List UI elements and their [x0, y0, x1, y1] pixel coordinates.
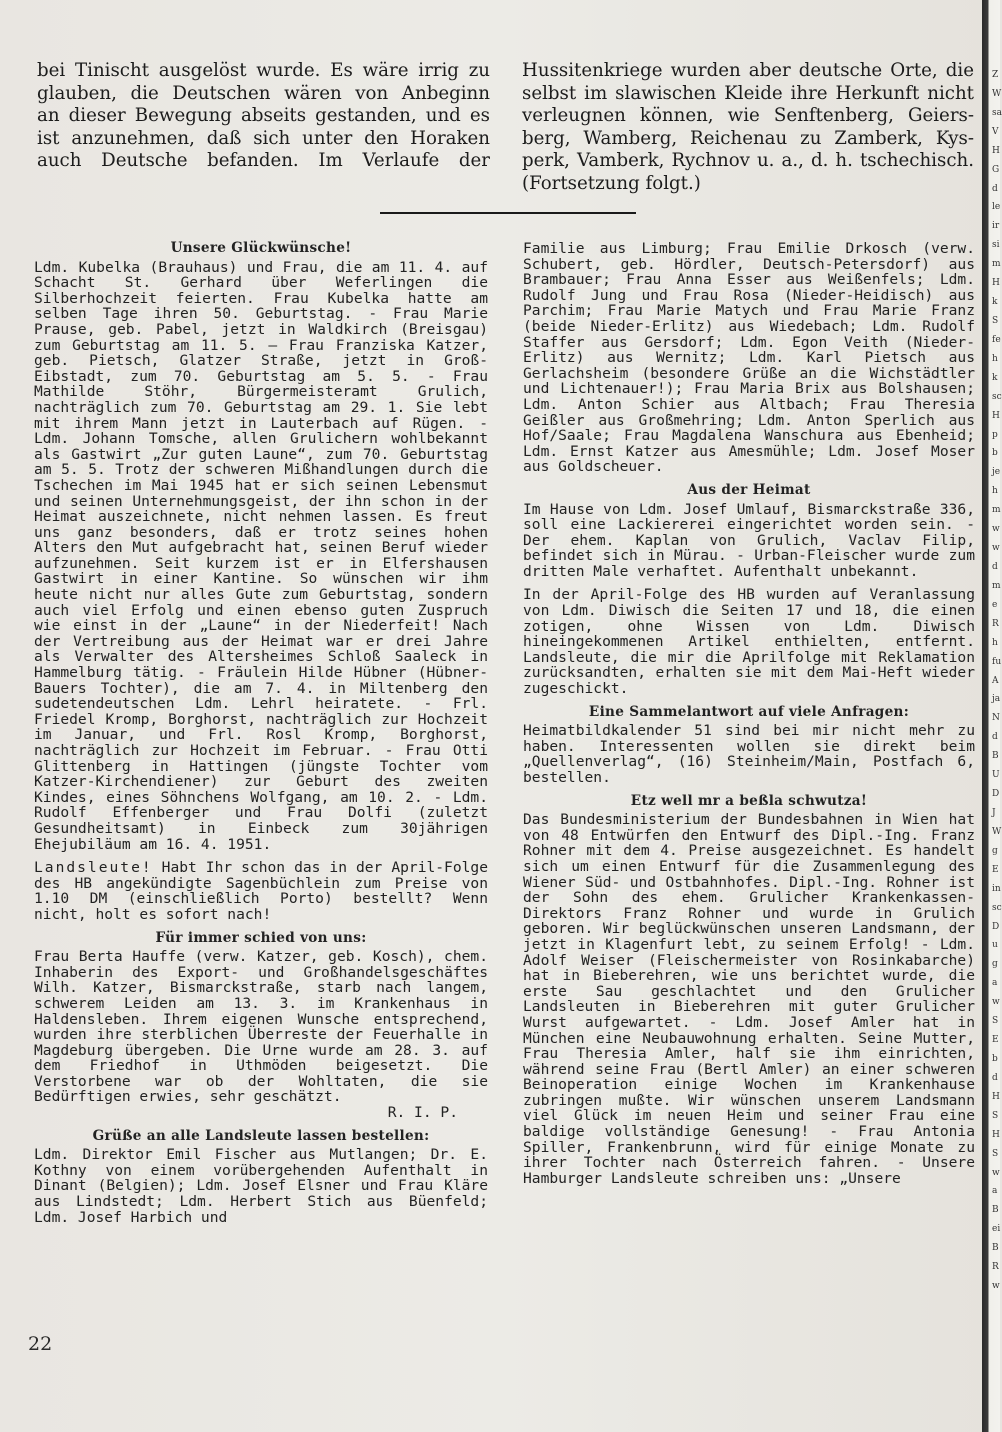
edge-char: W: [992, 826, 1002, 837]
landsleute-text: Habt Ihr schon das in der April-Folge des HB angekündigte Sagenbüchlein zum Preise von 1.10 DM (einschließlich Porto) bestellt? Wenn nicht, holt es sofort nach!: [34, 859, 488, 923]
edge-char: je: [992, 467, 1001, 478]
edge-char: S: [992, 1110, 999, 1121]
edge-char: m: [992, 259, 1001, 270]
text-line: an dieser Bewegung abseits gestanden, und es: [37, 105, 490, 127]
edge-char: g: [992, 845, 998, 856]
schied-paragraph: [34, 949, 488, 1121]
sammel-paragraph: Heimatbildkalender 51 sind bei mir nicht mehr zu haben. Interessenten wollen sie direkt beim „Quellenverlag“, (16) Steinheim/Main, Postfach 6, bestellen.: [523, 722, 975, 786]
edge-char: si: [992, 240, 1000, 251]
edge-char: R: [992, 618, 999, 629]
text-line: perk, Vamberk, Rychnov u. a., d. h. tschechisch.: [522, 150, 974, 172]
edge-char: w: [992, 524, 1000, 535]
edge-char: g: [992, 959, 998, 970]
edge-char: e: [992, 599, 998, 610]
text-line: ist anzunehmen, daß sich unter den Horaken: [37, 127, 490, 149]
etz-paragraph: Das Bundesministerium der Bundesbahnen in Wien hat von 48 Entwürfen den Entwurf des Dipl.-Ing. Franz Rohner mit dem 4. Preise ausgezeichnet. Es handelt sich um einen Entwurf für die Zusammenlegung des Wiener Süd- und Ostbahnhofes. Dipl.-Ing. Rohner ist der Sohn des ehem. Grulicher Krankenkassen-Direktors Franz Rohner und wurde in Grulich geboren. Wir beglückwünschen unseren Landsmann, der jetzt in Klagenfurt lebt, zu seinem Erfolg! - Ldm. Adolf Weiser (Fleischermeister von Rosinkabarche) hat in Bieberehren, wie uns berichtet wurde, die erste Sau geschlachtet und den Grulicher Landsleuten in Bieberehren mit guter Grulicher Wurst aufgewartet. - Ldm. Josef Amler hat in München eine Neubauwohnung erhalten. Seine Mutter, Frau Theresia Amler, half sie ihm einrichten, während seine Frau (Bertl Amler) an einer schweren Beinoperation einige Wochen im Krankenhause zubringen mußte. Wir wünschen unserem Landsmann viel Glück im neuen Heim und seiner Frau eine baldige vollständige Genesung! - Frau Antonia Spiller, Frankenbrunn, wird für einige Monate zu ihrer Tochter nach Österreich fahren. - Unsere Hamburger Landsleute schreiben uns: „Unsere: [523, 811, 975, 1187]
edge-char: G: [992, 164, 1000, 175]
april-paragraph: In der April-Folge des HB wurden auf Veranlassung von Ldm. Diwisch die Seiten 17 und 18, die einen zotigen, ohne Wissen von Ldm. Diwisch hineingekommenen Artikel enthielten, entfernt. Landsleute, die mir die Aprilfolge mit Reklamation zurücksandten, erhalten sie mit dem Mai-Heft wieder zugeschickt.: [523, 586, 975, 698]
edge-char: A: [992, 675, 999, 686]
edge-char: H: [992, 1091, 1000, 1102]
edge-char: u: [992, 940, 998, 951]
edge-char: S: [992, 1016, 999, 1027]
gruesse-heading: Grüße an alle Landsleute lassen bestellen:: [92, 1127, 430, 1144]
glueckwuensche-heading: Unsere Glückwünsche!: [170, 240, 352, 256]
edge-char: H: [992, 278, 1000, 289]
top-left-text: [37, 60, 490, 173]
edge-char: p: [992, 429, 998, 440]
text-line: auch Deutsche befanden. Im Verlaufe der: [37, 150, 490, 172]
landsleute-paragraph: [34, 860, 488, 922]
edge-char: h: [992, 486, 998, 497]
edge-char: B: [992, 751, 999, 762]
text-line: glauben, die Deutschen wären von Anbeginn: [37, 82, 490, 104]
text-line: berg, Wamberg, Reichenau zu Zamberk, Kys-: [522, 127, 974, 149]
text-line: Hussitenkriege wurden aber deutsche Orte, die: [522, 60, 974, 81]
edge-char: h: [992, 637, 998, 648]
edge-char: Z: [992, 70, 999, 80]
edge-char: k: [992, 372, 998, 383]
right-column: [523, 241, 975, 1194]
edge-char: m: [992, 505, 1001, 516]
text-line: verleugnen können, wie Senftenberg, Geiers-: [522, 105, 974, 127]
edge-char: B: [992, 1205, 999, 1216]
edge-char: fu: [992, 656, 1002, 667]
edge-char: k: [992, 297, 998, 308]
edge-char: b: [992, 448, 998, 459]
edge-char: w: [992, 543, 1000, 554]
edge-char: H: [992, 1129, 1000, 1140]
gruesse-continued-paragraph: Familie aus Limburg; Frau Emilie Drkosch (verw. Schubert, geb. Hördler, Deutsch-Petersdorf) aus Brambauer; Frau Anna Esser aus Weißenfels; Ldm. Rudolf Jung und Frau Rosa (Nieder-Heidisch) aus Parchim; Frau Marie Matych und Frau Marie Franz (beide Nieder-Erlitz) aus Wiedebach; Ldm. Rudolf Staffer aus Gersdorf; Ldm. Egon Veith (Nieder-Erlitz) aus Wernitz; Ldm. Karl Pietsch aus Gerlachsheim (besondere Grüße an die Wichstädtler und Lichtenauer!); Frau Maria Brix aus Bolshausen; Ldm. Anton Schier aus Altbach; Frau Theresia Geißler aus Großmehring; Ldm. Anton Sperlich aus Hof/Saale; Frau Magdalena Wanschura aus Ebenheid; Ldm. Ernst Katzer aus Amesmühle; Ldm. Josef Moser aus Goldscheuer.: [523, 240, 975, 476]
left-column: [34, 241, 488, 1233]
edge-char: m: [992, 580, 1001, 591]
edge-char: U: [992, 770, 1000, 781]
text-line: bei Tinischt ausgelöst wurde. Es wäre irrig zu: [37, 60, 490, 81]
edge-char: a: [992, 1186, 998, 1197]
edge-char: J: [992, 808, 996, 818]
edge-char: E: [992, 1035, 999, 1046]
gruesse-paragraph: Ldm. Direktor Emil Fischer aus Mutlangen; Dr. E. Kothny von einem vorübergehenden Aufenthalt in Dinant (Belgien); Ldm. Josef Elsner und Frau Kläre aus Lindstedt; Ldm. Herbert Stich aus Büenfeld; Ldm. Josef Harbich und: [34, 1146, 488, 1226]
section-divider: [380, 212, 636, 214]
edge-char: D: [992, 921, 1000, 932]
edge-char: in: [992, 883, 1001, 894]
glueckwuensche-paragraph: Ldm. Kubelka (Brauhaus) und Frau, die am 11. 4. auf Schacht St. Gerhard über Weferlingen die Silberhochzeit feierten. Frau Kubelka hatte am selben Tage ihren 50. Geburtstag. - Frau Marie Prause, geb. Pabel, jetzt in Waldkirch (Breisgau) zum Geburtstag am 11. 5. — Frau Franziska Katzer, geb. Pietsch, Glatzer Straße, jetzt in Groß-Eibstadt, zum 70. Geburtstag am 5. 5. - Frau Mathilde Stöhr, Bürgermeisteramt Grulich, nachträglich zum 70. Geburtstag am 29. 1. Sie lebt mit ihrem Mann jetzt in Lauterbach auf Rügen. - Ldm. Johann Tomsche, allen Grulichern wohlbekannt als Gastwirt „Zur guten Laune“, zum 70. Geburtstag am 5. 5. Trotz der schweren Mißhandlungen durch die Tschechen im Mai 1945 hat er sich seinen Lebensmut und seinen Unternehmungsgeist, der ihn schon in der Heimat auszeichnete, nicht nehmen lassen. Es freut uns ganz besonders, daß er trotz seines hohen Alters den Mut aufgebracht hat, seinen Beruf wieder aufzunehmen. Seit kurzem ist er in Elfershausen Gastwirt in einer Kantine. So wünschen wir ihm heute nicht nur alles Gute zum Geburtstag, sondern auch viel Erfolg und einen ebenso guten Zuspruch wie einst in der „Laune“ in der Niederfeit! Nach der Vertreibung aus der Heimat war er drei Jahre als Verwalter des Altersheimes Schloß Saaleck in Hammelburg tätig. - Fräulein Hilde Hübner (Hübner-Bauers Tochter), die am 7. 4. in Miltenberg den sudetendeutschen Ldm. Lehrl heiratete. - Frl. Friedel Kromp, Borghorst, nachträglich zur Hochzeit im Januar, und Frl. Rosl Kromp, Borghorst, nachträglich zur Hochzeit im Februar. - Frau Otti Glittenberg in Hattingen (jüngste Tochter vom Katzer-Kirchendiener) zur Geburt des zweiten Kindes, eines Söhnchens Wolfgang, am 10. 2. - Ldm. Rudolf Effenberger und Frau Dolfi (zuletzt Gesundheitsamt) in Einbeck zum 30jährigen Ehejubiläum am 16. 4. 1951.: [34, 258, 488, 853]
edge-char: w: [992, 1167, 1000, 1178]
edge-char: sc: [992, 391, 1002, 402]
schied-text: Frau Berta Hauffe (verw. Katzer, geb. Kosch), chem. Inhaberin des Export- und Großhandelsgeschäftes Wilh. Katzer, Bismarckstraße, starb nach langem, schwerem Leiden am 13. 3. im Krankenhaus in Haldensleben. Ihrem eigenen Wunsche entsprechend, wurden ihre sterblichen Überreste der Feuerhalle in Magdeburg übergeben. Die Urne wurde am 28. 3. auf dem Friedhof in Uthmöden beigesetzt. Die Verstorbene war ob der Wohltaten, die sie Bedürftigen erwies, sehr geschätzt.: [34, 948, 488, 1106]
edge-char: B: [992, 1243, 999, 1254]
adjacent-page-edge: [982, 0, 1000, 1432]
etz-heading: Etz well mr a beßla schwutza!: [630, 792, 868, 809]
edge-char: H: [992, 410, 1000, 421]
top-right-text: [522, 60, 974, 196]
heimat-heading: Aus der Heimat: [687, 481, 811, 498]
text-line: selbst im slawischen Kleide ihre Herkunft nicht: [522, 82, 974, 104]
edge-char: d: [992, 732, 998, 743]
edge-char: h: [992, 353, 998, 364]
edge-char: V: [992, 126, 999, 137]
edge-char: W: [992, 88, 1002, 99]
edge-char: ja: [992, 694, 1001, 705]
edge-char: w: [992, 1281, 1000, 1292]
edge-char: E: [992, 864, 999, 875]
page-number: 22: [28, 1333, 53, 1355]
edge-char: d: [992, 183, 998, 194]
edge-char: sc: [992, 902, 1002, 913]
schied-heading: Für immer schied von uns:: [155, 929, 367, 946]
edge-char: w: [992, 997, 1000, 1008]
edge-char: ei: [992, 1224, 1001, 1235]
edge-char: le: [992, 202, 1001, 213]
edge-char: H: [992, 145, 1000, 156]
heimat-paragraph: Im Hause von Ldm. Josef Umlauf, Bismarckstraße 336, soll eine Lackiererei eingerichtet worden sein. - Der ehem. Kaplan von Grulich, Vaclav Filip, befindet sich in Mürau. - Urban-Fleischer wurde zum dritten Male verhaftet. Aufenthalt unbekannt.: [523, 500, 975, 580]
edge-char: d: [992, 562, 998, 572]
edge-char: D: [992, 789, 1000, 800]
landsleute-lead: Landsleute!: [34, 859, 153, 877]
edge-char: b: [992, 1054, 998, 1064]
edge-char: d: [992, 1072, 998, 1083]
continued-note: (Fortsetzung folgt.): [522, 172, 701, 194]
edge-char: S: [992, 1148, 999, 1159]
sammel-heading: Eine Sammelantwort auf viele Anfragen:: [588, 703, 910, 720]
edge-char: ir: [992, 221, 1000, 232]
edge-char: R: [992, 1262, 999, 1273]
edge-char: fe: [992, 334, 1001, 345]
edge-char: sa: [992, 107, 1002, 118]
rip-signoff: R. I. P.: [387, 1104, 458, 1122]
edge-char: S: [992, 316, 999, 326]
edge-char: a: [992, 978, 998, 989]
edge-char: N: [992, 713, 1000, 724]
